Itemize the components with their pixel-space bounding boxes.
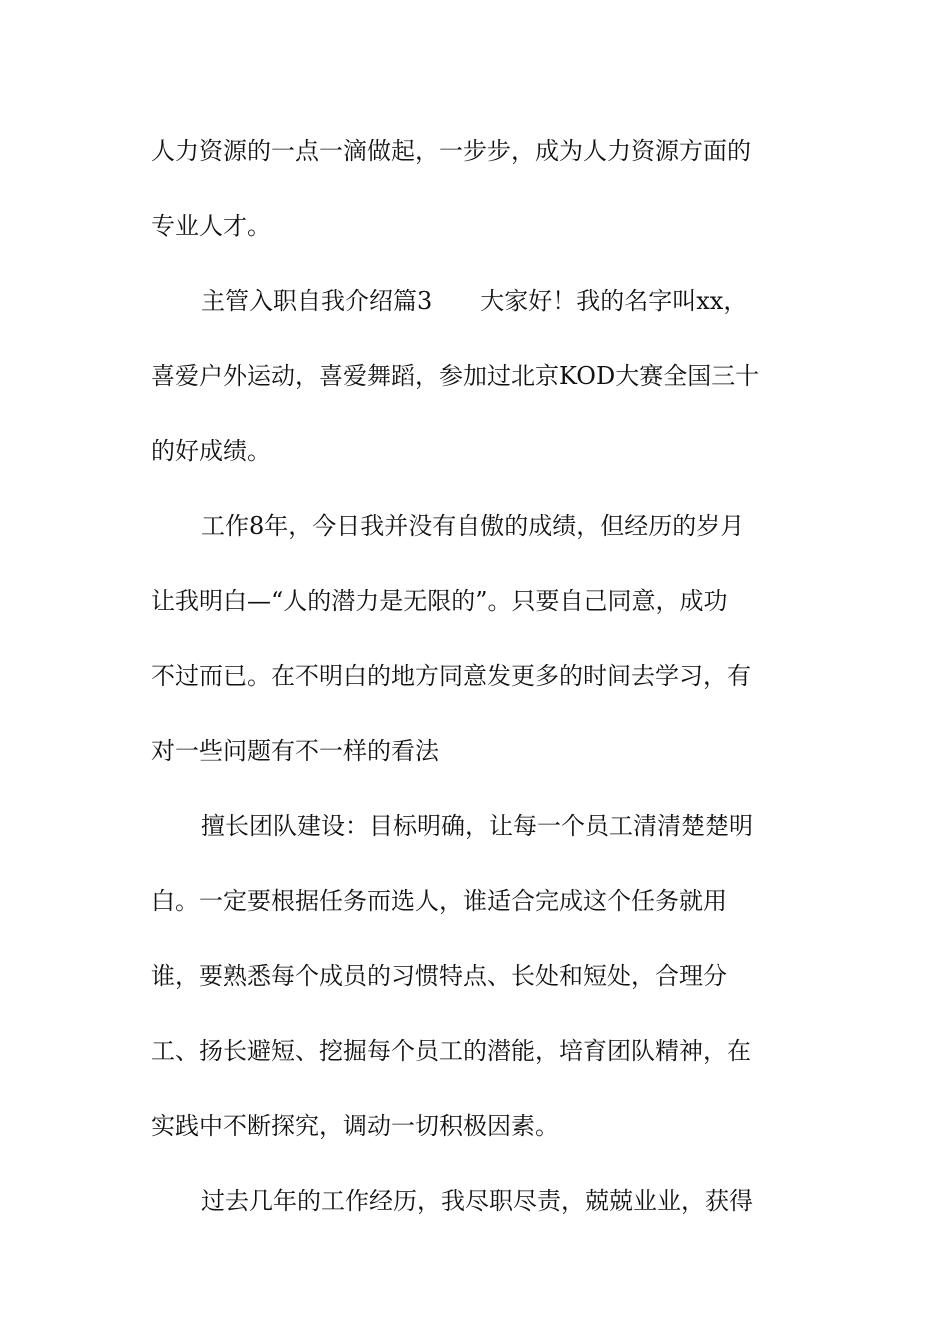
paragraph-line: 实践中不断探究，调动一切积极因素。 (151, 1112, 559, 1140)
paragraph-line: 过去几年的工作经历，我尽职尽责，兢兢业业，获得 (201, 1187, 753, 1215)
paragraph-line: 的好成绩。 (151, 437, 271, 465)
paragraph-line: 不过而已。在不明白的地方同意发更多的时间去学习，有 (151, 662, 751, 690)
paragraph-line: 擅长团队建设：目标明确，让每一个员工清清楚楚明 (201, 812, 753, 840)
section-heading-line: 主管入职自我介绍篇3 大家好！我的名字叫xx， (201, 287, 748, 315)
paragraph-line: 喜爱户外运动，喜爱舞蹈，参加过北京KOD大赛全国三十 (151, 362, 760, 390)
paragraph-line: 对一些问题有不一样的看法 (151, 737, 439, 765)
paragraph-line: 工作8年，今日我并没有自傲的成绩，但经历的岁月 (201, 512, 745, 540)
paragraph-line: 让我明白—“人的潜力是无限的”。只要自己同意，成功 (151, 587, 728, 615)
paragraph-line: 谁，要熟悉每个成员的习惯特点、长处和短处，合理分 (151, 962, 727, 990)
paragraph-line: 人力资源的一点一滴做起，一步步，成为人力资源方面的 (151, 137, 751, 165)
paragraph-line: 工、扬长避短、挖掘每个员工的潜能，培育团队精神，在 (151, 1037, 751, 1065)
paragraph-line: 白。一定要根据任务而选人，谁适合完成这个任务就用 (151, 887, 727, 915)
paragraph-line: 专业人才。 (151, 212, 271, 240)
